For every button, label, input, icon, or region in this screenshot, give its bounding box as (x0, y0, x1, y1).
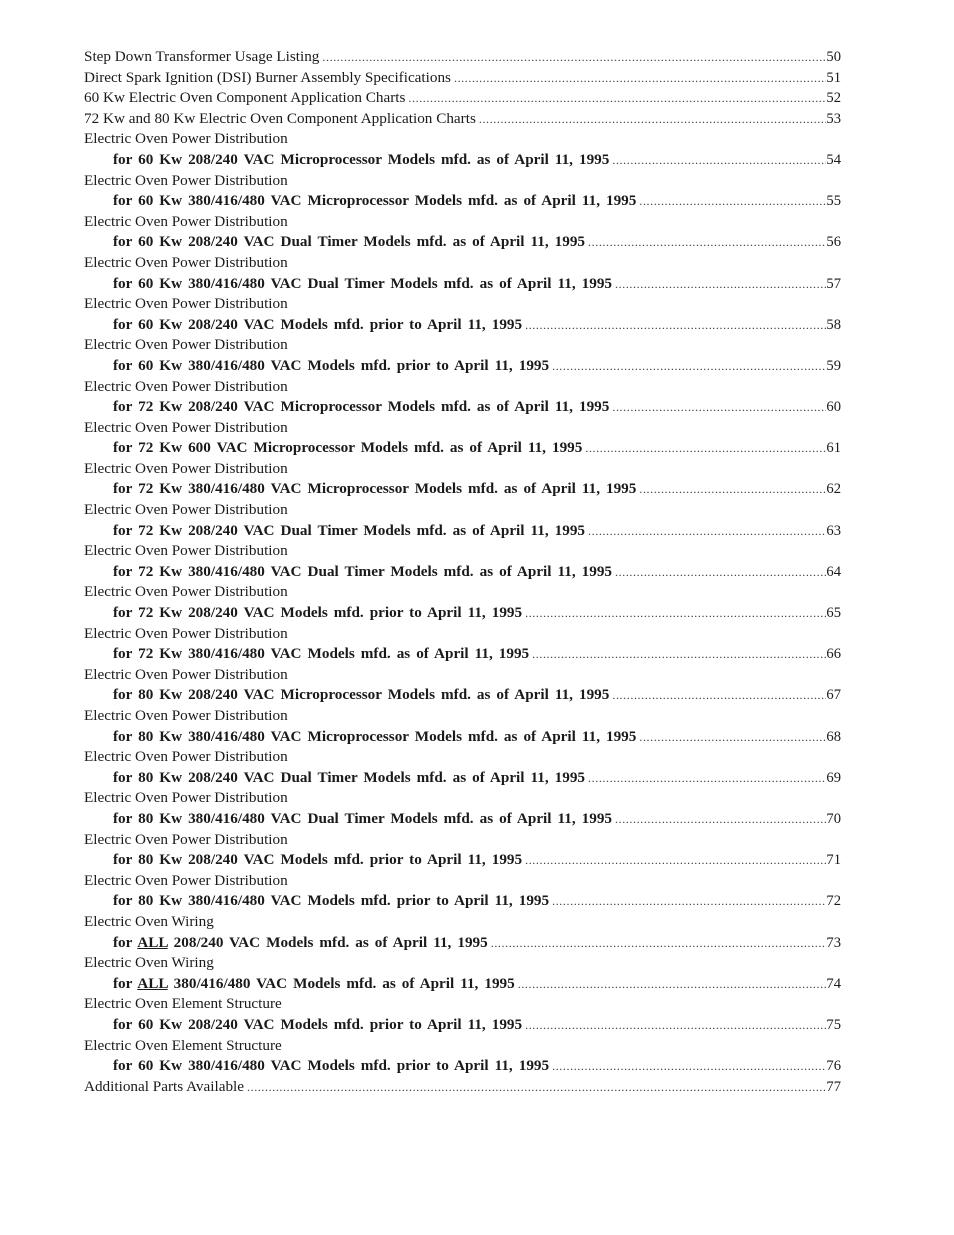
toc-entry-title: for 80 Kw 208/240 VAC Dual Timer Models mfd. as of April 11, 1995 (113, 768, 586, 786)
toc-heading-text: Electric Oven Power Distribution (84, 871, 288, 889)
toc-heading-text: Electric Oven Power Distribution (84, 377, 288, 395)
toc-heading-text: Electric Oven Power Distribution (84, 501, 288, 519)
toc-entry[interactable] (84, 212, 841, 253)
dot-leader (612, 809, 826, 830)
dot-leader (609, 397, 826, 418)
toc-entry-title: for 80 Kw 380/416/480 VAC Models mfd. prior to April 11, 1995 (113, 892, 550, 910)
toc-entry[interactable] (84, 541, 841, 582)
toc-entry-title: for 80 Kw 208/240 VAC Microprocessor Models mfd. as of April 11, 1995 (113, 686, 610, 704)
toc-entry-heading (84, 459, 841, 480)
toc-page-number: 58 (826, 316, 841, 333)
toc-page-number: 76 (826, 1058, 841, 1075)
dot-leader (522, 315, 826, 336)
toc-page-number: 62 (826, 481, 841, 498)
dot-leader (585, 521, 826, 542)
toc-entry-detail[interactable] (84, 1056, 841, 1077)
toc-entry-title: 60 Kw Electric Oven Component Application Charts (84, 89, 406, 107)
toc-heading-text: Electric Oven Power Distribution (84, 295, 288, 313)
toc-page-number: 55 (826, 193, 841, 210)
toc-entry[interactable] (84, 109, 841, 130)
toc-entry[interactable] (84, 335, 841, 376)
toc-heading-text: Electric Oven Power Distribution (84, 253, 288, 271)
table-of-contents (84, 47, 841, 1097)
toc-entry-detail[interactable] (84, 644, 841, 665)
toc-page-number: 75 (826, 1016, 841, 1033)
toc-heading-text: Electric Oven Power Distribution (84, 542, 288, 560)
toc-entry-detail[interactable] (84, 356, 841, 377)
toc-entry-detail[interactable] (84, 850, 841, 871)
toc-page-number: 50 (826, 49, 841, 65)
toc-entry-detail[interactable] (84, 891, 841, 912)
dot-leader (549, 891, 826, 912)
toc-entry[interactable] (84, 994, 841, 1035)
dot-leader (319, 47, 826, 68)
toc-entry-title: for 72 Kw 600 VAC Microprocessor Models mfd. as of April 11, 1995 (113, 439, 583, 457)
dot-leader (476, 109, 827, 130)
toc-entry[interactable] (84, 624, 841, 665)
toc-entry-heading (84, 171, 841, 192)
toc-entry-detail[interactable] (84, 1015, 841, 1036)
toc-heading-text: Electric Oven Power Distribution (84, 583, 288, 601)
toc-entry-line[interactable] (84, 47, 841, 68)
toc-entry[interactable] (84, 665, 841, 706)
toc-heading-text: Electric Oven Power Distribution (84, 665, 288, 683)
toc-heading-text: Electric Oven Power Distribution (84, 789, 288, 807)
toc-page-number: 68 (826, 728, 841, 745)
toc-entry-title: 72 Kw and 80 Kw Electric Oven Component Application Charts (84, 109, 476, 127)
dot-leader (405, 88, 826, 109)
toc-heading-text: Electric Oven Power Distribution (84, 459, 288, 477)
dot-leader (636, 479, 826, 500)
dot-leader (244, 1077, 826, 1098)
toc-page-number: 67 (826, 687, 841, 704)
toc-entry-line[interactable] (84, 1077, 841, 1098)
toc-entry-title: for 60 Kw 208/240 VAC Models mfd. prior to April 11, 1995 (113, 315, 523, 333)
toc-page-number: 71 (826, 852, 841, 869)
toc-entry-detail[interactable] (84, 521, 841, 542)
toc-entry[interactable] (84, 1077, 841, 1098)
toc-heading-text: Electric Oven Wiring (84, 954, 214, 972)
toc-page-number: 61 (826, 440, 841, 457)
toc-title-suffix: 208/240 VAC Models mfd. as of April 11, 1995 (167, 933, 488, 951)
toc-entry[interactable] (84, 1036, 841, 1077)
toc-entry-detail[interactable] (84, 315, 841, 336)
toc-heading-text: Electric Oven Power Distribution (84, 748, 288, 766)
toc-entry-title: Step Down Transformer Usage Listing (84, 48, 320, 65)
toc-entry-heading (84, 418, 841, 439)
toc-entry-detail[interactable] (84, 685, 841, 706)
toc-entry-title: for 72 Kw 208/240 VAC Microprocessor Models mfd. as of April 11, 1995 (113, 398, 610, 416)
toc-entry[interactable] (84, 129, 841, 170)
toc-entry[interactable] (84, 377, 841, 418)
toc-page-number: 63 (826, 522, 841, 539)
toc-page-number: 52 (826, 90, 841, 107)
toc-entry-title: for 72 Kw 208/240 VAC Dual Timer Models mfd. as of April 11, 1995 (113, 521, 586, 539)
toc-entry[interactable] (84, 68, 841, 89)
toc-entry-heading (84, 541, 841, 562)
dot-leader (522, 603, 826, 624)
toc-heading-text: Electric Oven Power Distribution (84, 336, 288, 354)
toc-entry-line[interactable] (84, 109, 841, 130)
toc-entry[interactable] (84, 459, 841, 500)
toc-entry[interactable] (84, 418, 841, 459)
dot-leader (549, 356, 826, 377)
toc-heading-text: Electric Oven Element Structure (84, 995, 282, 1013)
dot-leader (609, 685, 826, 706)
dot-leader (549, 1056, 826, 1077)
toc-page-number: 56 (826, 234, 841, 251)
toc-heading-text: Electric Oven Element Structure (84, 1036, 282, 1054)
toc-entry-detail[interactable] (84, 768, 841, 789)
toc-entry-title: Direct Spark Ignition (DSI) Burner Assembly Specifications (84, 68, 451, 86)
toc-page-number: 59 (826, 357, 841, 374)
toc-title-suffix: 380/416/480 VAC Models mfd. as of April 11, 1995 (167, 974, 515, 992)
toc-page-number: 72 (826, 893, 841, 910)
toc-title-underlined: ALL (137, 974, 168, 992)
toc-entry-title: for 60 Kw 380/416/480 VAC Microprocessor Models mfd. as of April 11, 1995 (113, 192, 637, 210)
toc-page-number: 77 (826, 1078, 841, 1095)
toc-entry[interactable] (84, 706, 841, 747)
toc-entry-detail[interactable] (84, 274, 841, 295)
toc-entry-heading (84, 830, 841, 851)
toc-entry-title: Additional Parts Available (84, 1077, 245, 1095)
toc-entry[interactable] (84, 500, 841, 541)
toc-heading-text: Electric Oven Power Distribution (84, 130, 288, 148)
toc-entry-heading (84, 582, 841, 603)
toc-entry[interactable] (84, 747, 841, 788)
toc-entry-title: for 72 Kw 380/416/480 VAC Microprocessor Models mfd. as of April 11, 1995 (113, 480, 637, 498)
toc-page-number: 54 (826, 151, 841, 168)
toc-entry[interactable] (84, 871, 841, 912)
toc-title-prefix: for (113, 974, 138, 992)
toc-page-number: 51 (826, 69, 841, 86)
toc-entry-title: for 60 Kw 380/416/480 VAC Models mfd. prior to April 11, 1995 (113, 356, 550, 374)
dot-leader (612, 274, 826, 295)
toc-entry[interactable] (84, 582, 841, 623)
toc-entry-detail[interactable] (84, 397, 841, 418)
toc-entry-detail[interactable] (84, 974, 841, 995)
toc-page-number: 69 (826, 769, 841, 786)
toc-heading-text: Electric Oven Power Distribution (84, 171, 288, 189)
toc-heading-text: Electric Oven Power Distribution (84, 418, 288, 436)
dot-leader (636, 727, 826, 748)
toc-heading-text: Electric Oven Wiring (84, 912, 214, 930)
toc-entry-heading (84, 1036, 841, 1057)
toc-entry[interactable] (84, 88, 841, 109)
toc-page-number: 60 (826, 399, 841, 416)
toc-entry-line[interactable] (84, 68, 841, 89)
toc-entry-title: for 72 Kw 208/240 VAC Models mfd. prior to April 11, 1995 (113, 604, 523, 622)
toc-entry[interactable] (84, 953, 841, 994)
dot-leader (515, 974, 827, 995)
toc-entry-detail[interactable] (84, 232, 841, 253)
toc-page-number: 66 (826, 646, 841, 663)
dot-leader (612, 562, 826, 583)
dot-leader (451, 68, 826, 89)
toc-entry-title: for 60 Kw 208/240 VAC Dual Timer Models mfd. as of April 11, 1995 (113, 233, 586, 251)
toc-entry-heading (84, 253, 841, 274)
toc-page-number: 65 (826, 605, 841, 622)
toc-entry-heading (84, 377, 841, 398)
toc-entry-detail[interactable] (84, 727, 841, 748)
toc-entry-title: for 72 Kw 380/416/480 VAC Models mfd. as of April 11, 1995 (113, 645, 530, 663)
toc-entry[interactable] (84, 830, 841, 871)
toc-entry-heading (84, 747, 841, 768)
toc-entry-heading (84, 788, 841, 809)
toc-entry[interactable] (84, 294, 841, 335)
toc-page-number: 74 (826, 975, 841, 992)
toc-entry-heading (84, 665, 841, 686)
toc-entry[interactable] (84, 47, 841, 68)
toc-entry-heading (84, 294, 841, 315)
toc-entry-line[interactable] (84, 88, 841, 109)
toc-page-number: 64 (826, 563, 841, 580)
dot-leader (529, 644, 826, 665)
toc-page-number: 70 (826, 810, 841, 827)
toc-entry-heading (84, 335, 841, 356)
toc-heading-text: Electric Oven Power Distribution (84, 212, 288, 230)
toc-heading-text: Electric Oven Power Distribution (84, 707, 288, 724)
toc-heading-text: Electric Oven Power Distribution (84, 624, 288, 642)
dot-leader (585, 232, 826, 253)
toc-entry-title (113, 974, 515, 995)
dot-leader (585, 768, 826, 789)
dot-leader (609, 150, 826, 171)
toc-entry-detail[interactable] (84, 562, 841, 583)
toc-entry-heading (84, 129, 841, 150)
toc-entry[interactable] (84, 912, 841, 953)
toc-page-number: 53 (826, 110, 841, 127)
toc-entry-detail[interactable] (84, 191, 841, 212)
toc-entry-title: for 80 Kw 380/416/480 VAC Dual Timer Models mfd. as of April 11, 1995 (113, 809, 613, 827)
toc-entry-detail[interactable] (84, 809, 841, 830)
toc-entry-heading (84, 706, 841, 727)
toc-entry[interactable] (84, 253, 841, 294)
toc-entry-title: for 60 Kw 380/416/480 VAC Dual Timer Models mfd. as of April 11, 1995 (113, 274, 613, 292)
toc-entry-heading (84, 871, 841, 892)
toc-entry-detail[interactable] (84, 933, 841, 954)
toc-title-underlined: ALL (137, 933, 168, 951)
toc-entry-heading (84, 500, 841, 521)
toc-entry[interactable] (84, 171, 841, 212)
dot-leader (522, 1015, 826, 1036)
dot-leader (522, 850, 826, 871)
toc-entry-title: for 60 Kw 208/240 VAC Models mfd. prior to April 11, 1995 (113, 1015, 523, 1033)
toc-entry-detail[interactable] (84, 150, 841, 171)
dot-leader (582, 438, 826, 459)
toc-entry-heading (84, 212, 841, 233)
toc-entry-title: for 60 Kw 208/240 VAC Microprocessor Models mfd. as of April 11, 1995 (113, 150, 610, 168)
toc-page-number: 73 (826, 934, 841, 951)
toc-title-prefix: for (113, 933, 138, 951)
dot-leader (488, 933, 827, 954)
toc-entry-title (113, 933, 488, 954)
toc-entry-title: for 72 Kw 380/416/480 VAC Dual Timer Models mfd. as of April 11, 1995 (113, 562, 613, 580)
toc-heading-text: Electric Oven Power Distribution (84, 830, 288, 848)
toc-entry-detail[interactable] (84, 603, 841, 624)
toc-entry-detail[interactable] (84, 479, 841, 500)
toc-entry-heading (84, 994, 841, 1015)
toc-entry[interactable] (84, 788, 841, 829)
toc-entry-title: for 80 Kw 380/416/480 VAC Microprocessor Models mfd. as of April 11, 1995 (113, 727, 637, 745)
toc-entry-title: for 80 Kw 208/240 VAC Models mfd. prior to April 11, 1995 (113, 851, 523, 869)
dot-leader (636, 191, 826, 212)
toc-entry-detail[interactable] (84, 438, 841, 459)
toc-entry-heading (84, 953, 841, 974)
toc-page-number: 57 (826, 275, 841, 292)
toc-entry-heading (84, 912, 841, 933)
toc-entry-title: for 60 Kw 380/416/480 VAC Models mfd. prior to April 11, 1995 (113, 1057, 550, 1075)
toc-entry-heading (84, 624, 841, 645)
